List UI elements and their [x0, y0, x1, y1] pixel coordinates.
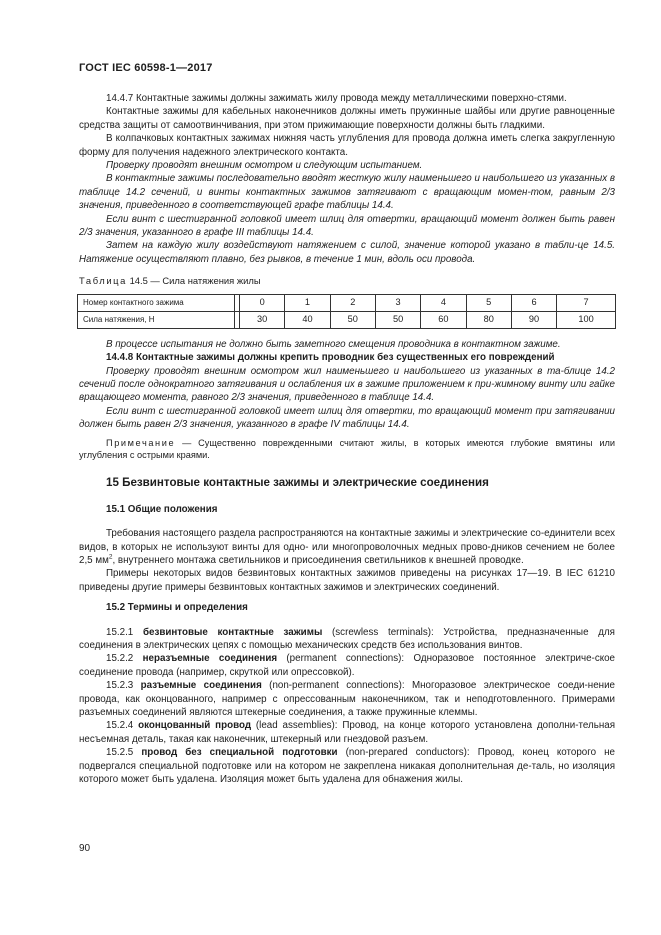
table-cell: 3: [375, 294, 420, 311]
definition-text: (permanent connections): Одноразовое постоянное электриче-ское соединение провода (например, скруткой или опрессовкой).: [79, 653, 616, 678]
table-cell: 50: [330, 311, 375, 328]
definition-15-2-5: [79, 746, 615, 786]
definition-term: неразъемные соединения: [142, 653, 278, 665]
paragraph-check: Проверку проводят внешним осмотром и следующим испытанием.: [106, 160, 423, 172]
paragraph: Контактные зажимы для кабельных наконечников должны иметь пружинные шайбы или другие равноценные средства защиты от самоотвинчивания, при этом прижимающие поверхности должны быть гладкими.: [79, 106, 615, 131]
table-row: [78, 294, 616, 311]
paragraph-test: Проверку проводят внешним осмотром жил наименьшего и наибольшего из указанных в та-блице 14.2 сечений после однократного затягивания и ослабления их в зажиме приложением к при-жимному винту или гайке вращающего момента, равного 2/3 значения, приведенного в таблице 14.4.: [79, 365, 615, 404]
paragraph-test: В контактные зажимы последовательно вводят жесткую жилу наименьшего и наибольшего из указанных в таблице 14.2 сечений, и винты контактных зажимов затягивают с вращающим момен-том, равным 2/3 значения, приведенного в соответствующей графе таблицы 14.4.: [79, 173, 615, 212]
definition-number: 15.2.5: [106, 747, 142, 759]
paragraph: [79, 527, 615, 567]
definition-term: безвинтовые контактные зажимы: [142, 626, 323, 638]
definition-text: (non-prepared conductors): Провод, конец которого не подвергался специальной подготовке или на котором не закреплена никакая дополнительная де-таль, но изоляция которого может быть удалена. Изоляция может быть удалена для обнажения жилы.: [79, 747, 615, 786]
paragraph-test: В процессе испытания не должно быть заметного смещения проводника в контактном зажиме.: [106, 338, 561, 350]
paragraph-text: , внутреннего монтажа светильников и присоединения светильников к внешней проводке.: [112, 554, 524, 566]
definition-term: разъемные соединения: [140, 680, 262, 692]
table-cell: 80: [466, 311, 511, 328]
table-cell: 7: [557, 294, 616, 311]
table-cell: 30: [240, 311, 285, 328]
paragraph-test: Если винт с шестигранной головкой имеет шлиц для отвертки, вращающий момент должен быть равен 2/3 значения, указанного в графе III таблицы 14.4.: [79, 213, 615, 239]
paragraph-test: Затем на каждую жилу воздействуют натяжением с силой, значение которой указано в табли-це 14.5. Натяжение осуществляют плавно, без рывков, в течение 1 мин, вдоль оси провода.: [79, 240, 615, 265]
section-15-heading: 15 Безвинтовые контактные зажимы и электрические соединения: [106, 476, 489, 490]
paragraph-14-4-7: 14.4.7 Контактные зажимы должны зажимать жилу провода между металлическими поверхно-стями.: [106, 93, 567, 104]
table-cell: 100: [557, 311, 616, 328]
table-cell: 6: [511, 294, 556, 311]
table-cell: 5: [466, 294, 511, 311]
paragraph-text: Требования настоящего раздела распространяются на контактные зажимы и электрические со-единители всех видов, в которых не используют винты для одно- или многопроволочных медных прово-дников сечением не более 2,5 мм: [79, 528, 615, 566]
superscript: 2: [108, 553, 113, 561]
definition-text: (screwless terminals): Устройства, предназначенные для соединения в электрических цепях с помощью механических средств без использования винтов.: [79, 626, 615, 651]
paragraph-14-4-8: 14.4.8 Контактные зажимы должны крепить проводник без существенных его повреждений: [106, 352, 555, 364]
definition-15-2-3: [79, 679, 615, 719]
table-caption-text: 14.5 — Сила натяжения жилы: [126, 275, 261, 287]
definition-15-2-2: [79, 652, 615, 679]
row-label-terminal-number: Номер контактного зажима: [78, 294, 235, 311]
page-content: [79, 92, 615, 786]
section-15-1-heading: 15.1 Общие положения: [106, 503, 218, 515]
definition-text: (lead assemblies): Провод, на конце которого установлена дополни-тельная несъемная деталь, такая как наконечник, штекерный или гнездовой разъем.: [79, 720, 615, 745]
table-cell: 40: [285, 311, 330, 328]
section-15-2-heading: 15.2 Термины и определения: [106, 602, 248, 614]
table-cell: 60: [421, 311, 466, 328]
tension-table: [77, 294, 616, 329]
table-cell: 90: [511, 311, 556, 328]
definition-number: 15.2.2: [106, 653, 143, 665]
table-cell: 2: [330, 294, 375, 311]
definition-term: провод без специальной подготовки: [141, 747, 338, 759]
definition-number: 15.2.4: [106, 720, 139, 732]
definition-term: оконцованный провод: [138, 720, 252, 732]
definition-15-2-4: [79, 719, 615, 746]
definition-number: 15.2.3: [106, 680, 141, 692]
paragraph-test: Если винт с шестигранной головкой имеет шлиц для отвертки, то вращающий момент при затягивании должен быть равен 2/3 значения, указанного в графе IV таблицы 14.4.: [79, 405, 615, 431]
table-cell: 50: [375, 311, 420, 328]
definition-text: (non-permanent connections): Многоразовое электрическое соеди-нение провода, как оконцованного, например с опрессованным наконечником, так и неподготовленного. Примерами разъемных соединений являются штекерные соединения, а также пружинные клеммы.: [79, 680, 615, 719]
standard-header: ГОСТ IEC 60598-1—2017: [79, 62, 213, 74]
note: [79, 437, 615, 462]
note-text: — Существенно поврежденными считают жилы, в которых имеются глубокие вмятины или углубления с острыми краями.: [79, 437, 615, 460]
table-cell: 0: [240, 294, 285, 311]
table-cell: 4: [421, 294, 466, 311]
row-label-tension-force: Сила натяжения, Н: [78, 311, 235, 328]
note-label: Примечание: [106, 437, 176, 448]
table-row: [78, 311, 616, 328]
paragraph: Примеры некоторых видов безвинтовых контактных зажимов приведены на рисунках 17—19. В IEC 61210 приведены другие примеры безвинтовых контактных зажимов и электрических соединений.: [79, 568, 615, 593]
page-number: 90: [79, 843, 91, 854]
table-caption-word: Таблица: [79, 275, 127, 287]
table-cell: 1: [285, 294, 330, 311]
definition-number: 15.2.1: [106, 626, 143, 638]
table-caption: [79, 274, 615, 287]
definition-15-2-1: [79, 626, 615, 653]
paragraph: В колпачковых контактных зажимах нижняя часть углубления для провода должна иметь слегка закругленную форму для получения надежного электрического контакта.: [79, 133, 615, 158]
